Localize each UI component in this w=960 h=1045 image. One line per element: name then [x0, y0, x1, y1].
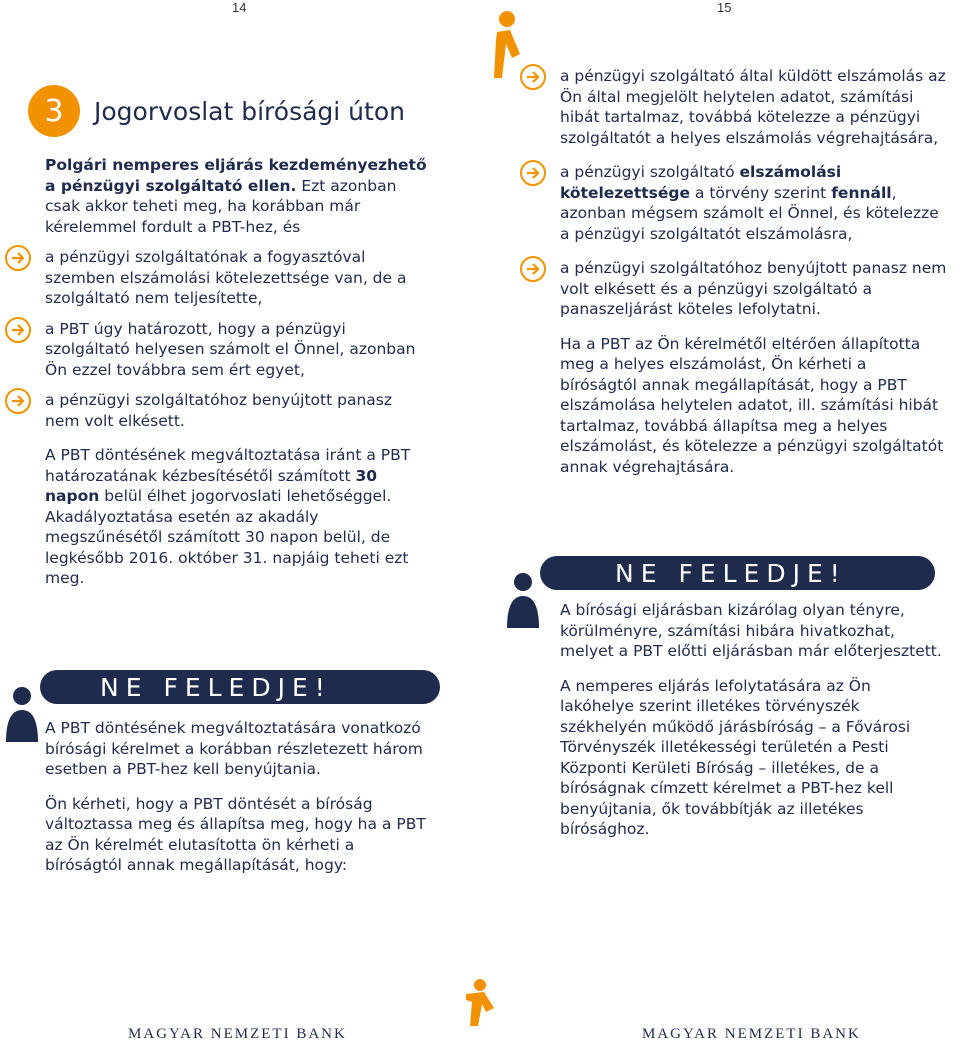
remember-banner-right: NE FELEDJE! [540, 556, 935, 590]
orange-logo-icon [462, 978, 498, 1028]
arrow-right-icon [5, 317, 31, 343]
arrow-right-icon [5, 388, 31, 414]
bullet-text: a pénzügyi szolgáltatónak a fogyasztóval szemben elszámolási kötelezettsége van, de a szolgáltató nem teljesítette, [45, 248, 407, 307]
intro-rest: Ezt azonban csak akkor teheti meg, ha korábban már kérelemmel fordult a PBT-hez, és [45, 176, 397, 236]
bullet-text: a pénzügyi szolgáltató által küldött elszámolás az Ön által megjelölt helytelen adatot, számítási hibát tartalmaz, továbbá kötelezze a pénzügyi szolgáltatót a helyes elszámolás végrehajtására, [560, 67, 946, 147]
bullet-item [560, 162, 948, 244]
section-header [28, 85, 405, 137]
remember-right-para1: A bírósági eljárásban kizárólag olyan tényre, körülményre, számítási hibára hivatkozhat, melyet a PBT előtti eljárásban már előterjesztett. [560, 601, 942, 660]
bullet2-part: a törvény szerint [690, 183, 832, 202]
bullet-text [560, 162, 948, 244]
bullet-text: a pénzügyi szolgáltatóhoz benyújtott panasz nem volt elkésett. [45, 391, 392, 430]
remember-right-para2: A nemperes eljárás lefolytatására az Ön lakóhelye szerint illetékes törvényszék székhelyén működő járásbíróság – a Fővárosi Törvényszék illetékességi területén a Pesti Központi Kerületi Bíróság – illetékes, de a bíróságnak címzett kérelmet a PBT-hez kell benyújtania, ők továbbítják az illetékes bírósághoz. [560, 676, 911, 838]
arrow-right-icon [520, 256, 546, 282]
bullet-item [560, 66, 948, 148]
deadline-paragraph [45, 445, 430, 589]
remember-left-para1: A PBT döntésének megváltoztatására vonatkozó bírósági kérelmet a korábban részletezett három esetben a PBT-hez kell benyújtania. [45, 719, 423, 778]
bullet-text: a PBT úgy határozott, hogy a pénzügyi szolgáltató helyesen számolt el Önnel, azonban Ön ezzel továbbra sem ért egyet, [45, 319, 416, 379]
right-column [560, 66, 948, 477]
footer-left: MAGYAR NEMZETI BANK [128, 1026, 347, 1042]
remember-left-para2: Ön kérheti, hogy a PBT döntését a bíróság változtassa meg és állapítsa meg, hogy ha a PBT az Ön kérelmét elutasította ön kérheti a bíróságtól annak megállapítását, hogy: [45, 794, 426, 874]
remember-left-body [45, 718, 430, 876]
bullet2-part: a pénzügyi szolgáltató [560, 163, 740, 181]
person-icon [505, 572, 541, 632]
remember-banner-left: NE FELEDJE! [40, 670, 440, 704]
person-icon [4, 686, 40, 746]
page-number-right: 15 [717, 0, 732, 15]
left-column [45, 155, 430, 589]
intro-bold: Polgári nemperes eljárás kezdeményezhető a pénzügyi szolgáltató ellen. [45, 156, 427, 195]
arrow-right-icon [5, 245, 31, 271]
page-number-left: 14 [232, 0, 247, 15]
difference-paragraph: Ha a PBT az Ön kérelmétől eltérően állapította meg a helyes elszámolást, Ön kérheti a bíróságtól annak megállapítását, hogy a PBT elszámolása helytelen adatot, ill. számítási hibát tartalmaz, továbbá állapítsa meg a helyes elszámolást, és kötelezze a pénzügyi szolgáltatót annak végrehajtására. [560, 334, 944, 476]
bullet2-bold: fennáll [831, 183, 892, 202]
arrow-right-icon [520, 160, 546, 186]
bullet-item [45, 390, 430, 431]
arrow-right-icon [520, 64, 546, 90]
footer-right: MAGYAR NEMZETI BANK [642, 1026, 861, 1042]
bullet-item [560, 258, 948, 320]
bullet2-part: , azonban mégsem számolt el Önnel, és kötelezze a pénzügyi szolgáltatót elszámolásra, [560, 183, 939, 243]
section-title: Jogorvoslat bírósági úton [94, 96, 405, 126]
intro-paragraph [45, 155, 430, 237]
deadline-post: belül élhet jogorvoslati lehetőséggel. Akadályoztatása esetén az akadály megszűnésétől számított 30 napon belül, de legkésőbb 2016. október 31. napjáig teheti ezt meg. [45, 487, 409, 587]
orange-figure-icon [490, 10, 524, 80]
section-number-badge: 3 [28, 85, 80, 137]
deadline-pre: A PBT döntésének megváltoztatása iránt a PBT határozatának kézbesítésétől számított [45, 446, 411, 485]
bullet-text: a pénzügyi szolgáltatóhoz benyújtott panasz nem volt elkésett és a pénzügyi szolgáltató a panaszeljárást köteles lefolytatni. [560, 259, 947, 318]
bullet-item [45, 319, 430, 381]
bullet-item [45, 247, 430, 309]
bullet2-bold: elszámolási kötelezettsége [560, 163, 842, 202]
remember-right-body [560, 600, 948, 840]
deadline-bold: 30 napon [45, 466, 378, 505]
